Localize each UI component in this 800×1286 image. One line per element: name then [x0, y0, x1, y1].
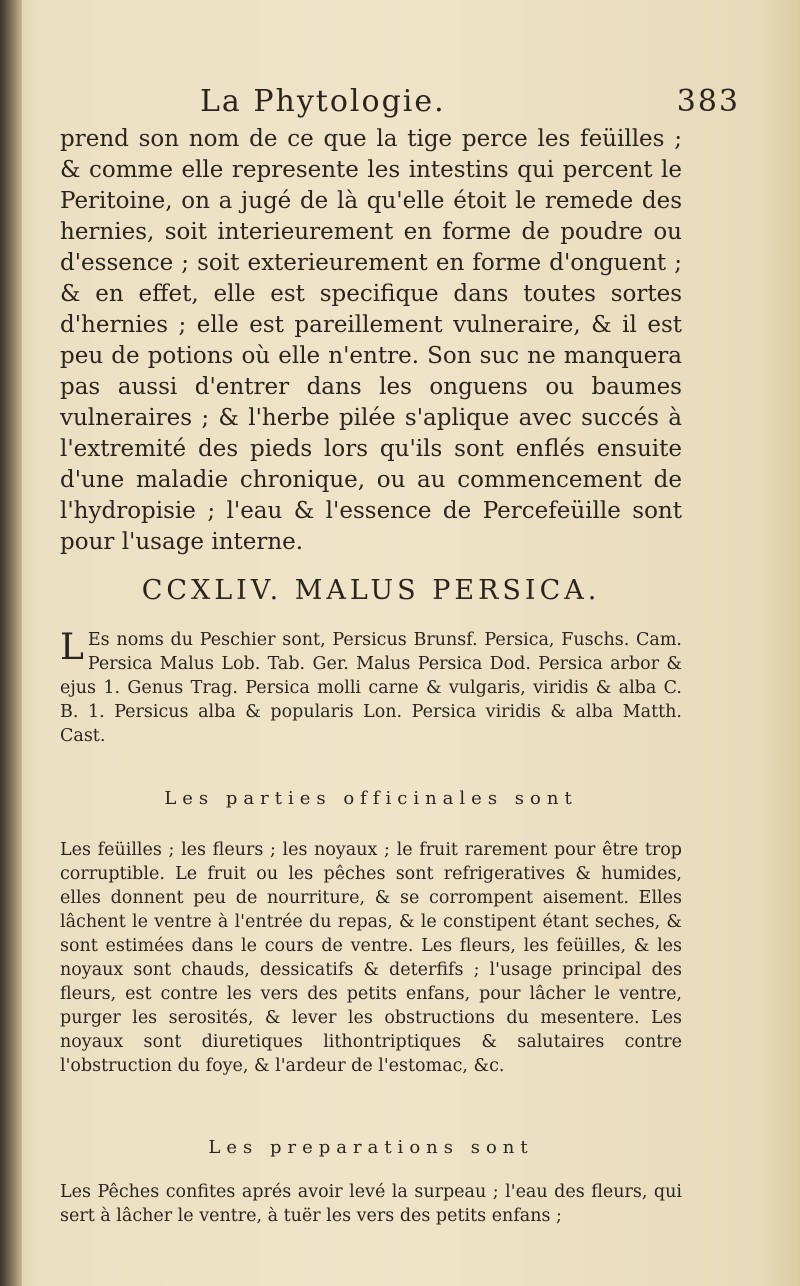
subheading-officinal-parts: Les parties officinales sont — [164, 788, 578, 809]
main-text-block — [60, 124, 682, 558]
plant-names-text: Es noms du Peschier sont, Persicus Brunsf. Persica, Fuschs. Cam. Persica Malus Lob. Tab. Ger. Malus Persica Dod. Persica arbor & ejus 1. Genus Trag. Persica molli carne & vulgaris, viridis & alba C. B. 1. Persicus alba & popularis Lon. Persica viridis & alba Matth. Cast. — [60, 630, 682, 746]
section-title: CCXLIV. MALUS PERSICA. — [141, 575, 601, 606]
plant-names-paragraph — [60, 628, 682, 748]
book-gutter — [0, 0, 22, 1286]
page-number: 383 — [676, 84, 740, 119]
body-paragraph: prend son nom de ce que la tige perce les feüilles ; & comme elle represente les intestins qui percent le Peritoine, on a jugé de là qu'elle étoit le remede des hernies, soit interieurement en forme de poudre ou d'essence ; soit exterieurement en forme d'onguent ; & en effet, elle est specifique dans toutes sortes d'hernies ; elle est pareillement vulneraire, & il est peu de potions où elle n'entre. Son suc ne manquera pas aussi d'entrer dans les onguens ou baumes vulneraires ; & l'herbe pilée s'aplique avec succés à l'extremité des pieds lors qu'ils sont enflés ensuite d'une maladie chronique, ou au commencement de l'hydropisie ; l'eau & l'essence de Percefeüille sont pour l'usage interne. — [60, 126, 682, 555]
running-title: La Phytologie. — [200, 84, 446, 119]
preparations-paragraph — [60, 1180, 682, 1228]
page-header — [200, 84, 740, 124]
usage-paragraph — [60, 838, 682, 1078]
subheading-preparations: Les preparations sont — [208, 1137, 534, 1158]
usage-text: Les feüilles ; les fleurs ; les noyaux ; le fruit rarement pour être trop corruptible. Le fruit ou les pêches sont refrigeratives & humides, elles donnent peu de nourriture, & se corrompent aisement. Elles lâchent le ventre à l'entrée du repas, & le constipent étant seches, & sont estimées dans le cours de ventre. Les fleurs, les feüilles, & les noyaux sont chauds, dessicatifs & deterfifs ; l'usage principal des fleurs, est contre les vers des petits enfans, pour lâcher le ventre, purger les serosités, & lever les obstructions du mesentere. Les noyaux sont diuretiques lithontriptiques & salutaires contre l'obstruction du foye, & l'ardeur de l'estomac, &c. — [60, 840, 682, 1076]
preparations-text: Les Pêches confites aprés avoir levé la surpeau ; l'eau des fleurs, qui sert à lâcher le ventre, à tuër les vers des petits enfans ; — [60, 1182, 682, 1226]
drop-cap: L — [60, 627, 84, 668]
